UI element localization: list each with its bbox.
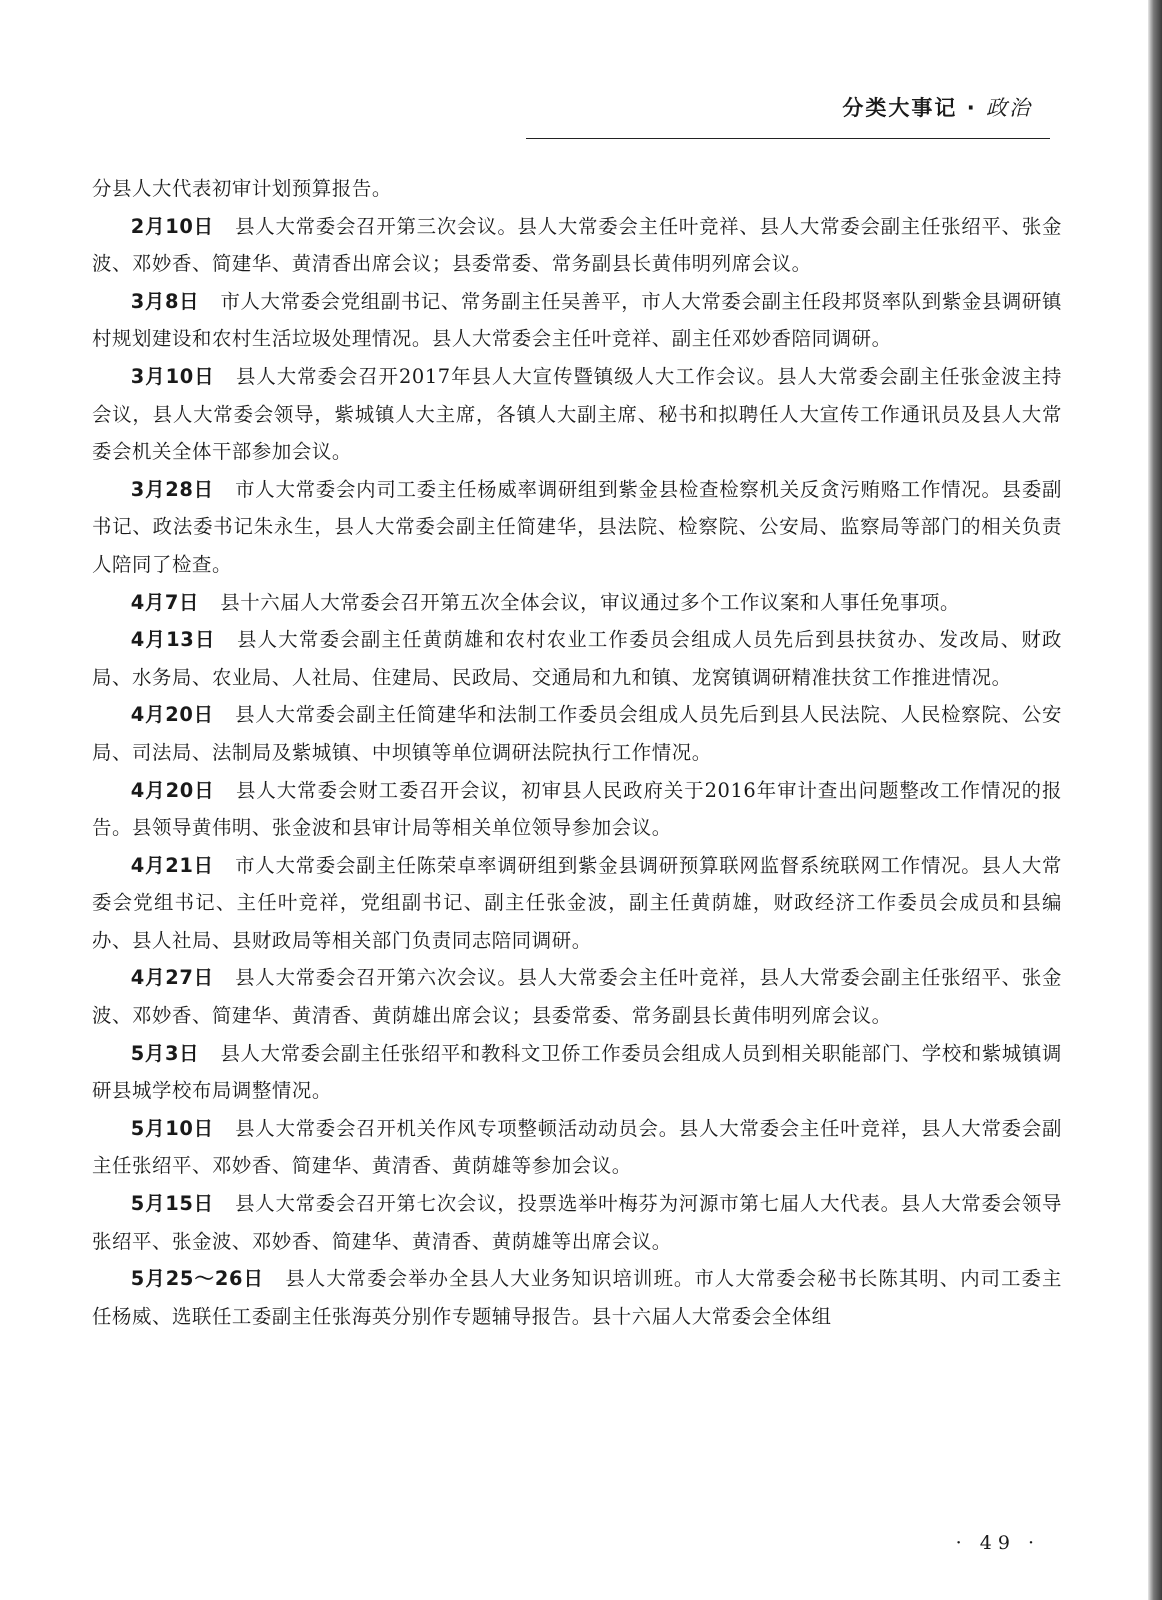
header-separator: · [966, 96, 977, 120]
entry-paragraph [92, 1035, 1062, 1110]
entry-paragraph [92, 621, 1062, 696]
entry-date: 4月21日 [130, 853, 214, 877]
entry-text: 县人大常委会召开第六次会议。县人大常委会主任叶竞祥，县人大常委会副主任张绍平、张金波、邓妙香、简建华、黄清香、黄荫雄出席会议；县委常委、常务副县长黄伟明列席会议。 [92, 966, 1062, 1028]
entry-date: 4月13日 [130, 628, 216, 652]
entry-text: 县人大常委会副主任黄荫雄和农村农业工作委员会组成人员先后到县扶贫办、发改局、财政局、水务局、农业局、人社局、住建局、民政局、交通局和九和镇、龙窝镇调研精准扶贫工作推进情况。 [92, 628, 1063, 689]
header-rule [526, 138, 1050, 139]
entry-date: 4月27日 [130, 966, 214, 990]
lead-paragraph: 分县人大代表初审计划预算报告。 [92, 177, 392, 200]
entry-text: 县人大常委会召开2017年县人大宣传暨镇级人大工作会议。县人大常委会副主任张金波主持会议，县人大常委会领导，紫城镇人大主席，各镇人大副主席、秘书和拟聘任人大宣传工作通讯员及县人大常委会机关全体干部参加会议。 [92, 364, 1063, 464]
entry-list [92, 208, 1062, 1336]
entry-text: 市人大常委会党组副书记、常务副主任吴善平，市人大常委会副主任段邦贤率队到紫金县调研镇村规划建设和农村生活垃圾处理情况。县人大常委会主任叶竞祥、副主任邓妙香陪同调研。 [92, 289, 1062, 351]
entry-paragraph [92, 584, 1062, 622]
entry-paragraph [92, 1110, 1062, 1185]
entry-date: 5月15日 [130, 1192, 214, 1216]
entry-paragraph [92, 696, 1062, 771]
entry-date: 2月10日 [130, 214, 214, 238]
entry-date: 5月3日 [130, 1041, 200, 1065]
entry-paragraph [92, 847, 1062, 960]
running-header [842, 92, 1032, 122]
entry-paragraph [92, 471, 1062, 584]
entry-paragraph [92, 772, 1062, 847]
entry-date: 5月25～26日 [130, 1267, 264, 1291]
entry-date: 4月7日 [130, 590, 199, 614]
scan-edge [1148, 0, 1162, 1600]
entry-text: 县人大常委会召开第七次会议，投票选举叶梅芬为河源市第七届人大代表。县人大常委会领导张绍平、张金波、邓妙香、简建华、黄清香、黄荫雄等出席会议。 [92, 1192, 1062, 1253]
header-title: 分类大事记 [842, 96, 958, 120]
entry-paragraph [92, 959, 1062, 1034]
page-number: · 49 · [955, 1532, 1040, 1554]
entry-text: 县人大常委会财工委召开会议，初审县人民政府关于2016年审计查出问题整改工作情况的报告。县领导黄伟明、张金波和县审计局等相关单位领导参加会议。 [92, 778, 1063, 840]
entry-date: 3月10日 [130, 364, 215, 388]
header-section: 政治 [986, 96, 1032, 120]
entry-paragraph [92, 358, 1062, 471]
entry-text: 县人大常委会副主任简建华和法制工作委员会组成人员先后到县人民法院、人民检察院、公安局、司法局、法制局及紫城镇、中坝镇等单位调研法院执行工作情况。 [92, 703, 1062, 764]
entry-date: 5月10日 [130, 1116, 214, 1140]
entry-text: 县人大常委会举办全县人大业务知识培训班。市人大常委会秘书长陈其明、内司工委主任杨威、选联任工委副主任张海英分别作专题辅导报告。县十六届人大常委会全体组 [92, 1267, 1062, 1328]
page-body [92, 170, 1062, 1335]
entry-date: 3月8日 [130, 289, 200, 313]
entry-text: 县十六届人大常委会召开第五次全体会议，审议通过多个工作议案和人事任免事项。 [220, 590, 960, 614]
entry-text: 市人大常委会副主任陈荣卓率调研组到紫金县调研预算联网监督系统联网工作情况。县人大常委会党组书记、主任叶竞祥，党组副书记、副主任张金波，副主任黄荫雄，财政经济工作委员会成员和县编办、县人社局、县财政局等相关部门负责同志陪同调研。 [92, 853, 1062, 952]
entry-date: 4月20日 [130, 703, 214, 727]
entry-text: 县人大常委会召开第三次会议。县人大常委会主任叶竞祥、县人大常委会副主任张绍平、张金波、邓妙香、简建华、黄清香出席会议；县委常委、常务副县长黄伟明列席会议。 [92, 214, 1062, 276]
entry-paragraph [92, 283, 1062, 358]
entry-paragraph [92, 208, 1062, 283]
entry-date: 4月20日 [130, 778, 215, 802]
entry-text: 市人大常委会内司工委主任杨威率调研组到紫金县检查检察机关反贪污贿赂工作情况。县委副书记、政法委书记朱永生，县人大常委会副主任简建华，县法院、检察院、公安局、监察局等部门的相关负责人陪同了检查。 [92, 477, 1062, 576]
entry-paragraph [92, 1260, 1062, 1335]
entry-text: 县人大常委会召开机关作风专项整顿活动动员会。县人大常委会主任叶竞祥，县人大常委会副主任张绍平、邓妙香、简建华、黄清香、黄荫雄等参加会议。 [92, 1116, 1062, 1178]
entry-date: 3月28日 [130, 477, 214, 501]
entry-paragraph [92, 1185, 1062, 1260]
entry-text: 县人大常委会副主任张绍平和教科文卫侨工作委员会组成人员到相关职能部门、学校和紫城镇调研县城学校布局调整情况。 [92, 1041, 1062, 1103]
